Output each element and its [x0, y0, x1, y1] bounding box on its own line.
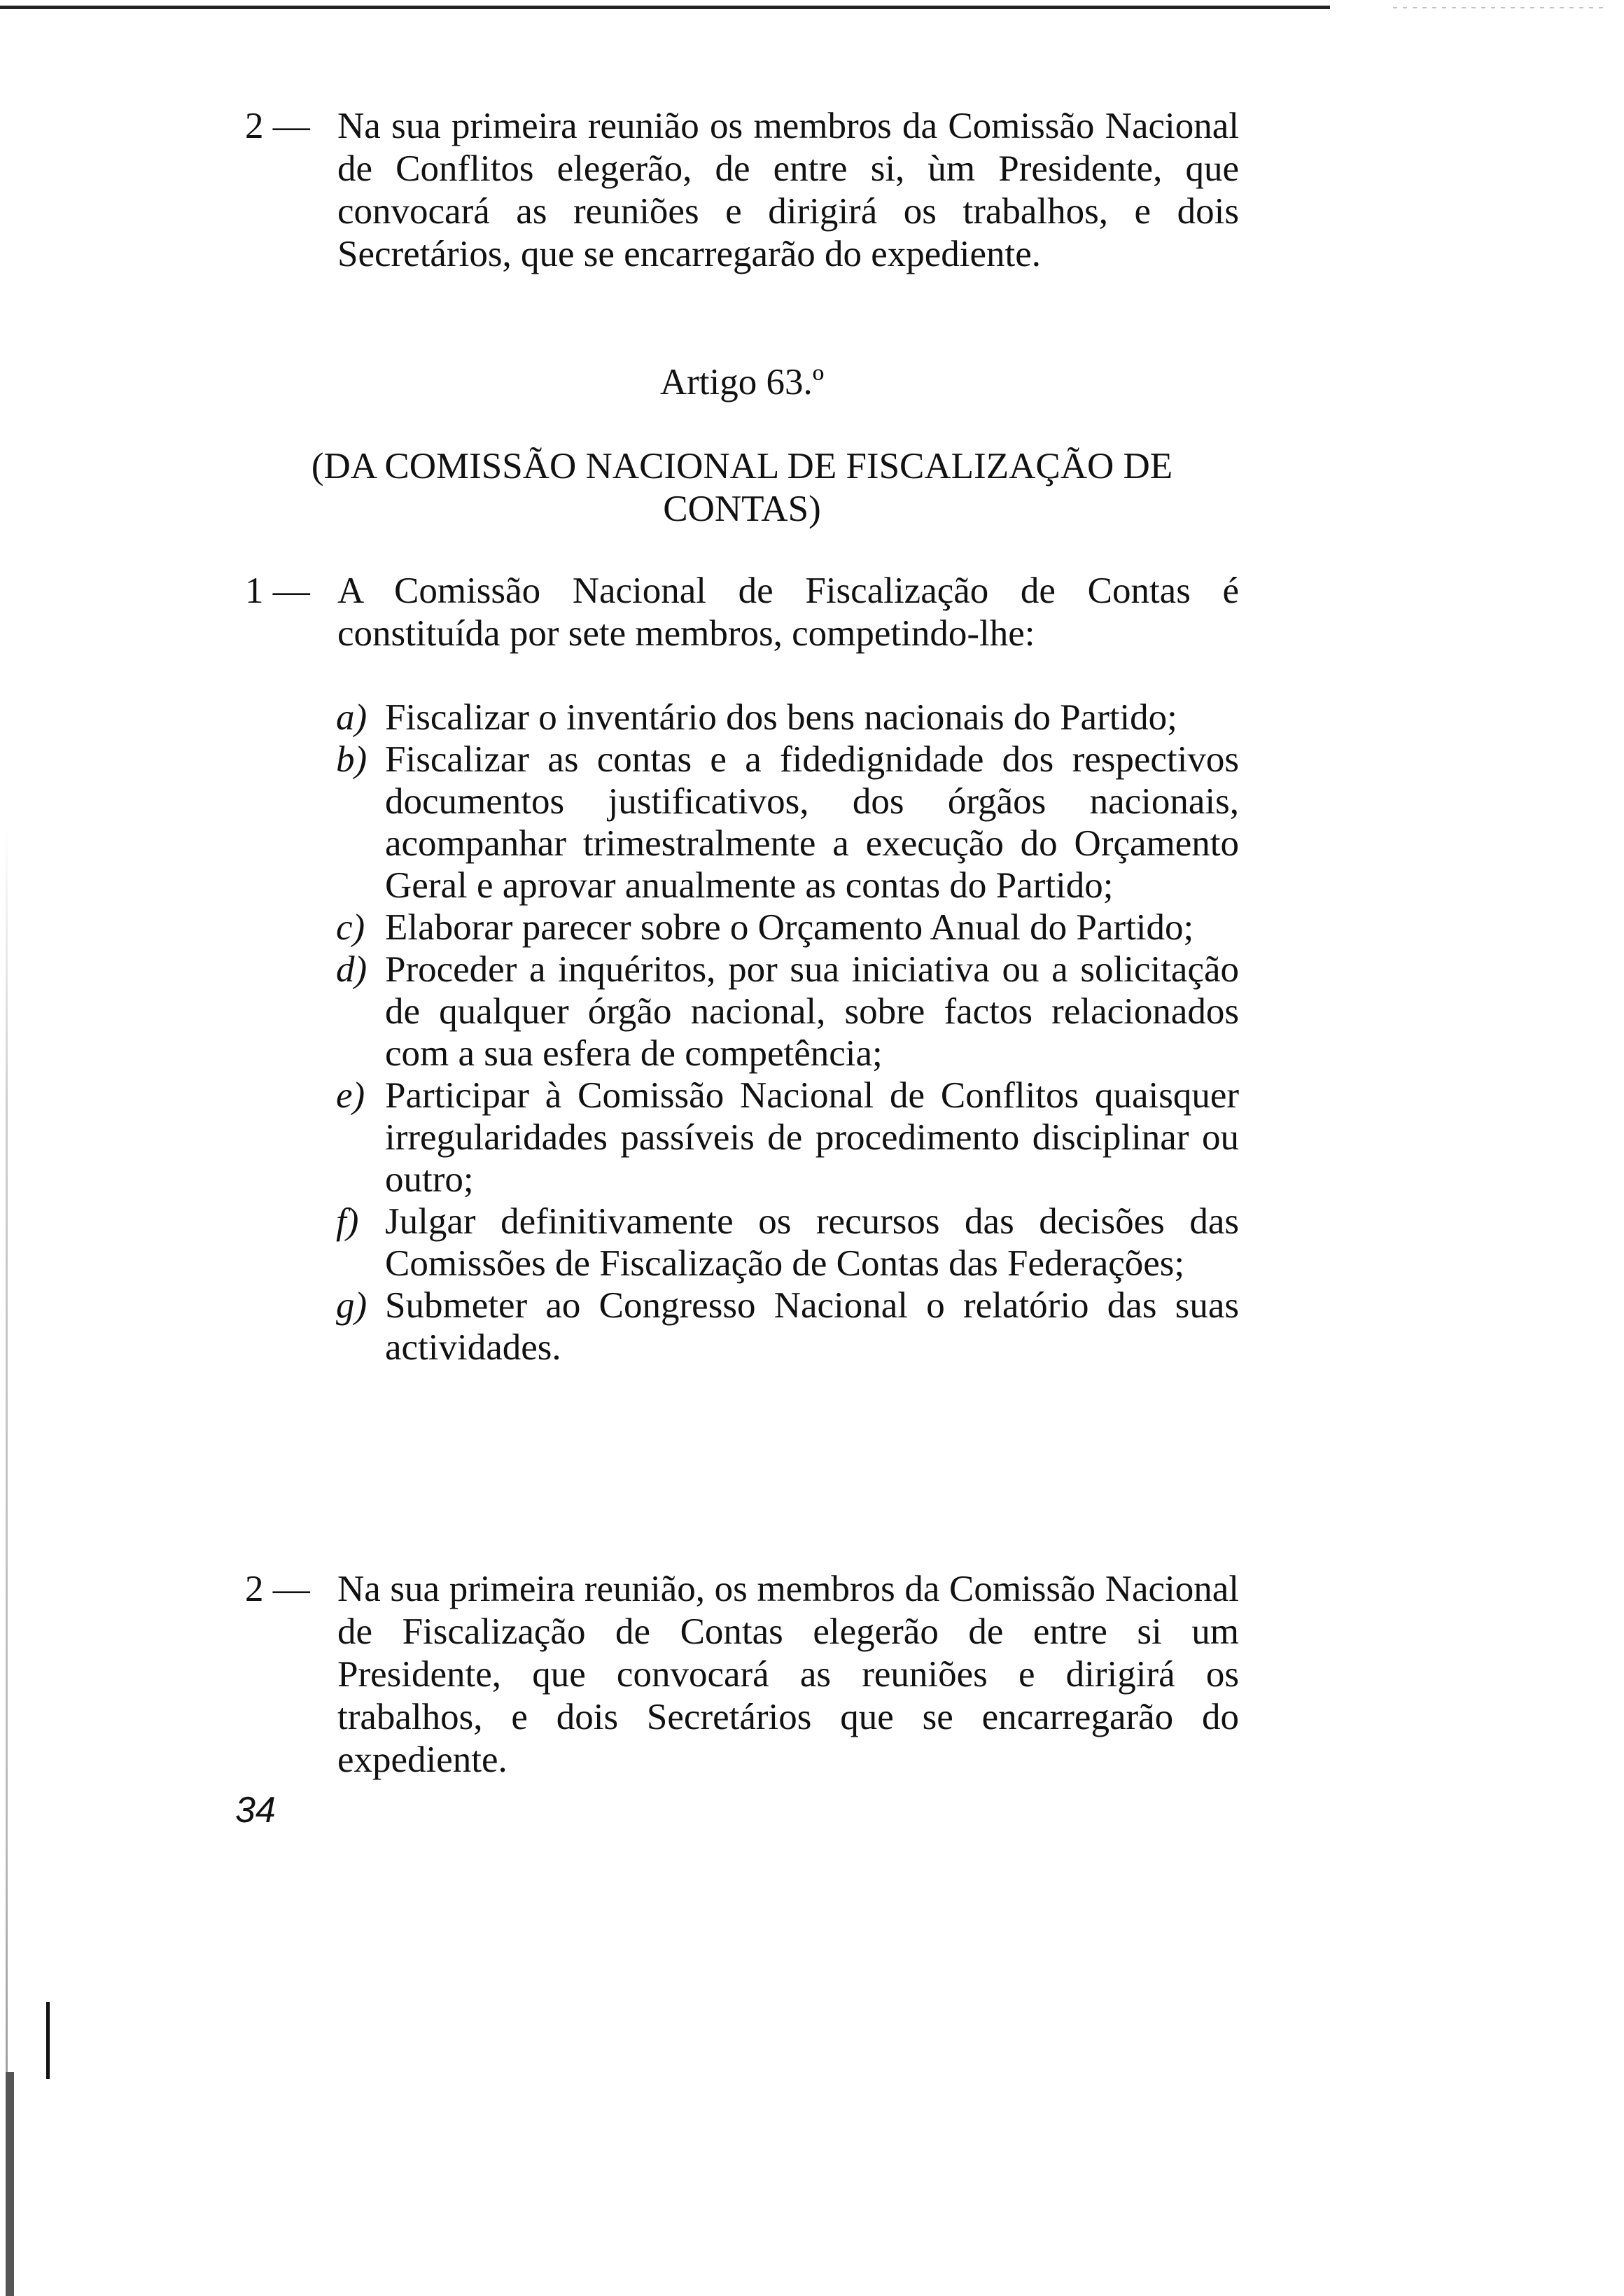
- list-item-text: Participar à Comissão Nacional de Conflitos quaisquer irregularidades passíveis de procedimento disciplinar ou outro;: [385, 1075, 1239, 1200]
- list-item-text: Julgar definitivamente os recursos das decisões das Comissões de Fiscalização de Contas das Federações;: [385, 1201, 1239, 1284]
- top-border-line: [0, 6, 1330, 9]
- list-item: [336, 738, 1239, 906]
- scan-mark: [46, 2002, 50, 2079]
- list-item: [336, 948, 1239, 1074]
- section-title-line-2: CONTAS): [663, 489, 821, 529]
- paragraph-2: [245, 1568, 1239, 1782]
- list-marker: c): [336, 907, 365, 948]
- paragraph-text: Na sua primeira reunião os membros da Comissão Nacional de Conflitos elegerão, de entre si, ùm Presidente, que convocará as reuniões e dirigirá os trabalhos, e dois Secretários, que se encarregarão do expediente.: [337, 106, 1239, 274]
- list-item: [336, 696, 1239, 738]
- competencies-list: [336, 696, 1239, 1368]
- list-item: [336, 906, 1239, 948]
- paragraph-text: Na sua primeira reunião, os membros da Comissão Nacional de Fiscalização de Contas elegerão de entre si um Presidente, que convocará as reuniões e dirigirá os trabalhos, e dois Secretários que se encarregarão do expediente.: [337, 1569, 1239, 1780]
- list-marker: a): [336, 697, 368, 738]
- list-marker: g): [336, 1285, 368, 1326]
- article-heading: Artigo 63.º: [659, 362, 825, 402]
- list-item: [336, 1284, 1239, 1368]
- section-title-line-1: (DA COMISSÃO NACIONAL DE FISCALIZAÇÃO DE: [311, 446, 1173, 486]
- list-item-text: Fiscalizar as contas e a fidedignidade dos respectivos documentos justificativos, dos órgãos nacionais, acompanhar trimestralmente a execução do Orçamento Geral e aprovar anualmente as contas do Partido;: [385, 739, 1239, 906]
- paragraph-1: [245, 570, 1239, 655]
- paragraph-top: [245, 105, 1239, 276]
- list-item-text: Submeter ao Congresso Nacional o relatório das suas actividades.: [385, 1285, 1239, 1368]
- list-item: [336, 1074, 1239, 1200]
- list-marker: d): [336, 949, 368, 990]
- page-number: 34: [235, 1790, 276, 1830]
- list-marker: f): [336, 1201, 359, 1242]
- scan-artifact: [1393, 7, 1603, 8]
- paragraph-number: 2 —: [245, 106, 310, 146]
- list-item-text: Fiscalizar o inventário dos bens nacionais do Partido;: [385, 697, 1177, 738]
- list-item: [336, 1200, 1239, 1284]
- list-item-text: Proceder a inquéritos, por sua iniciativa ou a solicitação de qualquer órgão nacional, sobre factos relacionados com a sua esfera de competência;: [385, 949, 1239, 1074]
- paragraph-text: A Comissão Nacional de Fiscalização de Contas é constituída por sete membros, competindo-lhe:: [337, 570, 1239, 654]
- list-item-text: Elaborar parecer sobre o Orçamento Anual do Partido;: [385, 907, 1194, 948]
- list-marker: e): [336, 1075, 365, 1116]
- left-binding-shadow: [6, 2072, 14, 2296]
- list-marker: b): [336, 739, 368, 780]
- paragraph-number: 2 —: [245, 1569, 310, 1609]
- left-binding-edge: [6, 826, 8, 2268]
- paragraph-number: 1 —: [245, 570, 310, 611]
